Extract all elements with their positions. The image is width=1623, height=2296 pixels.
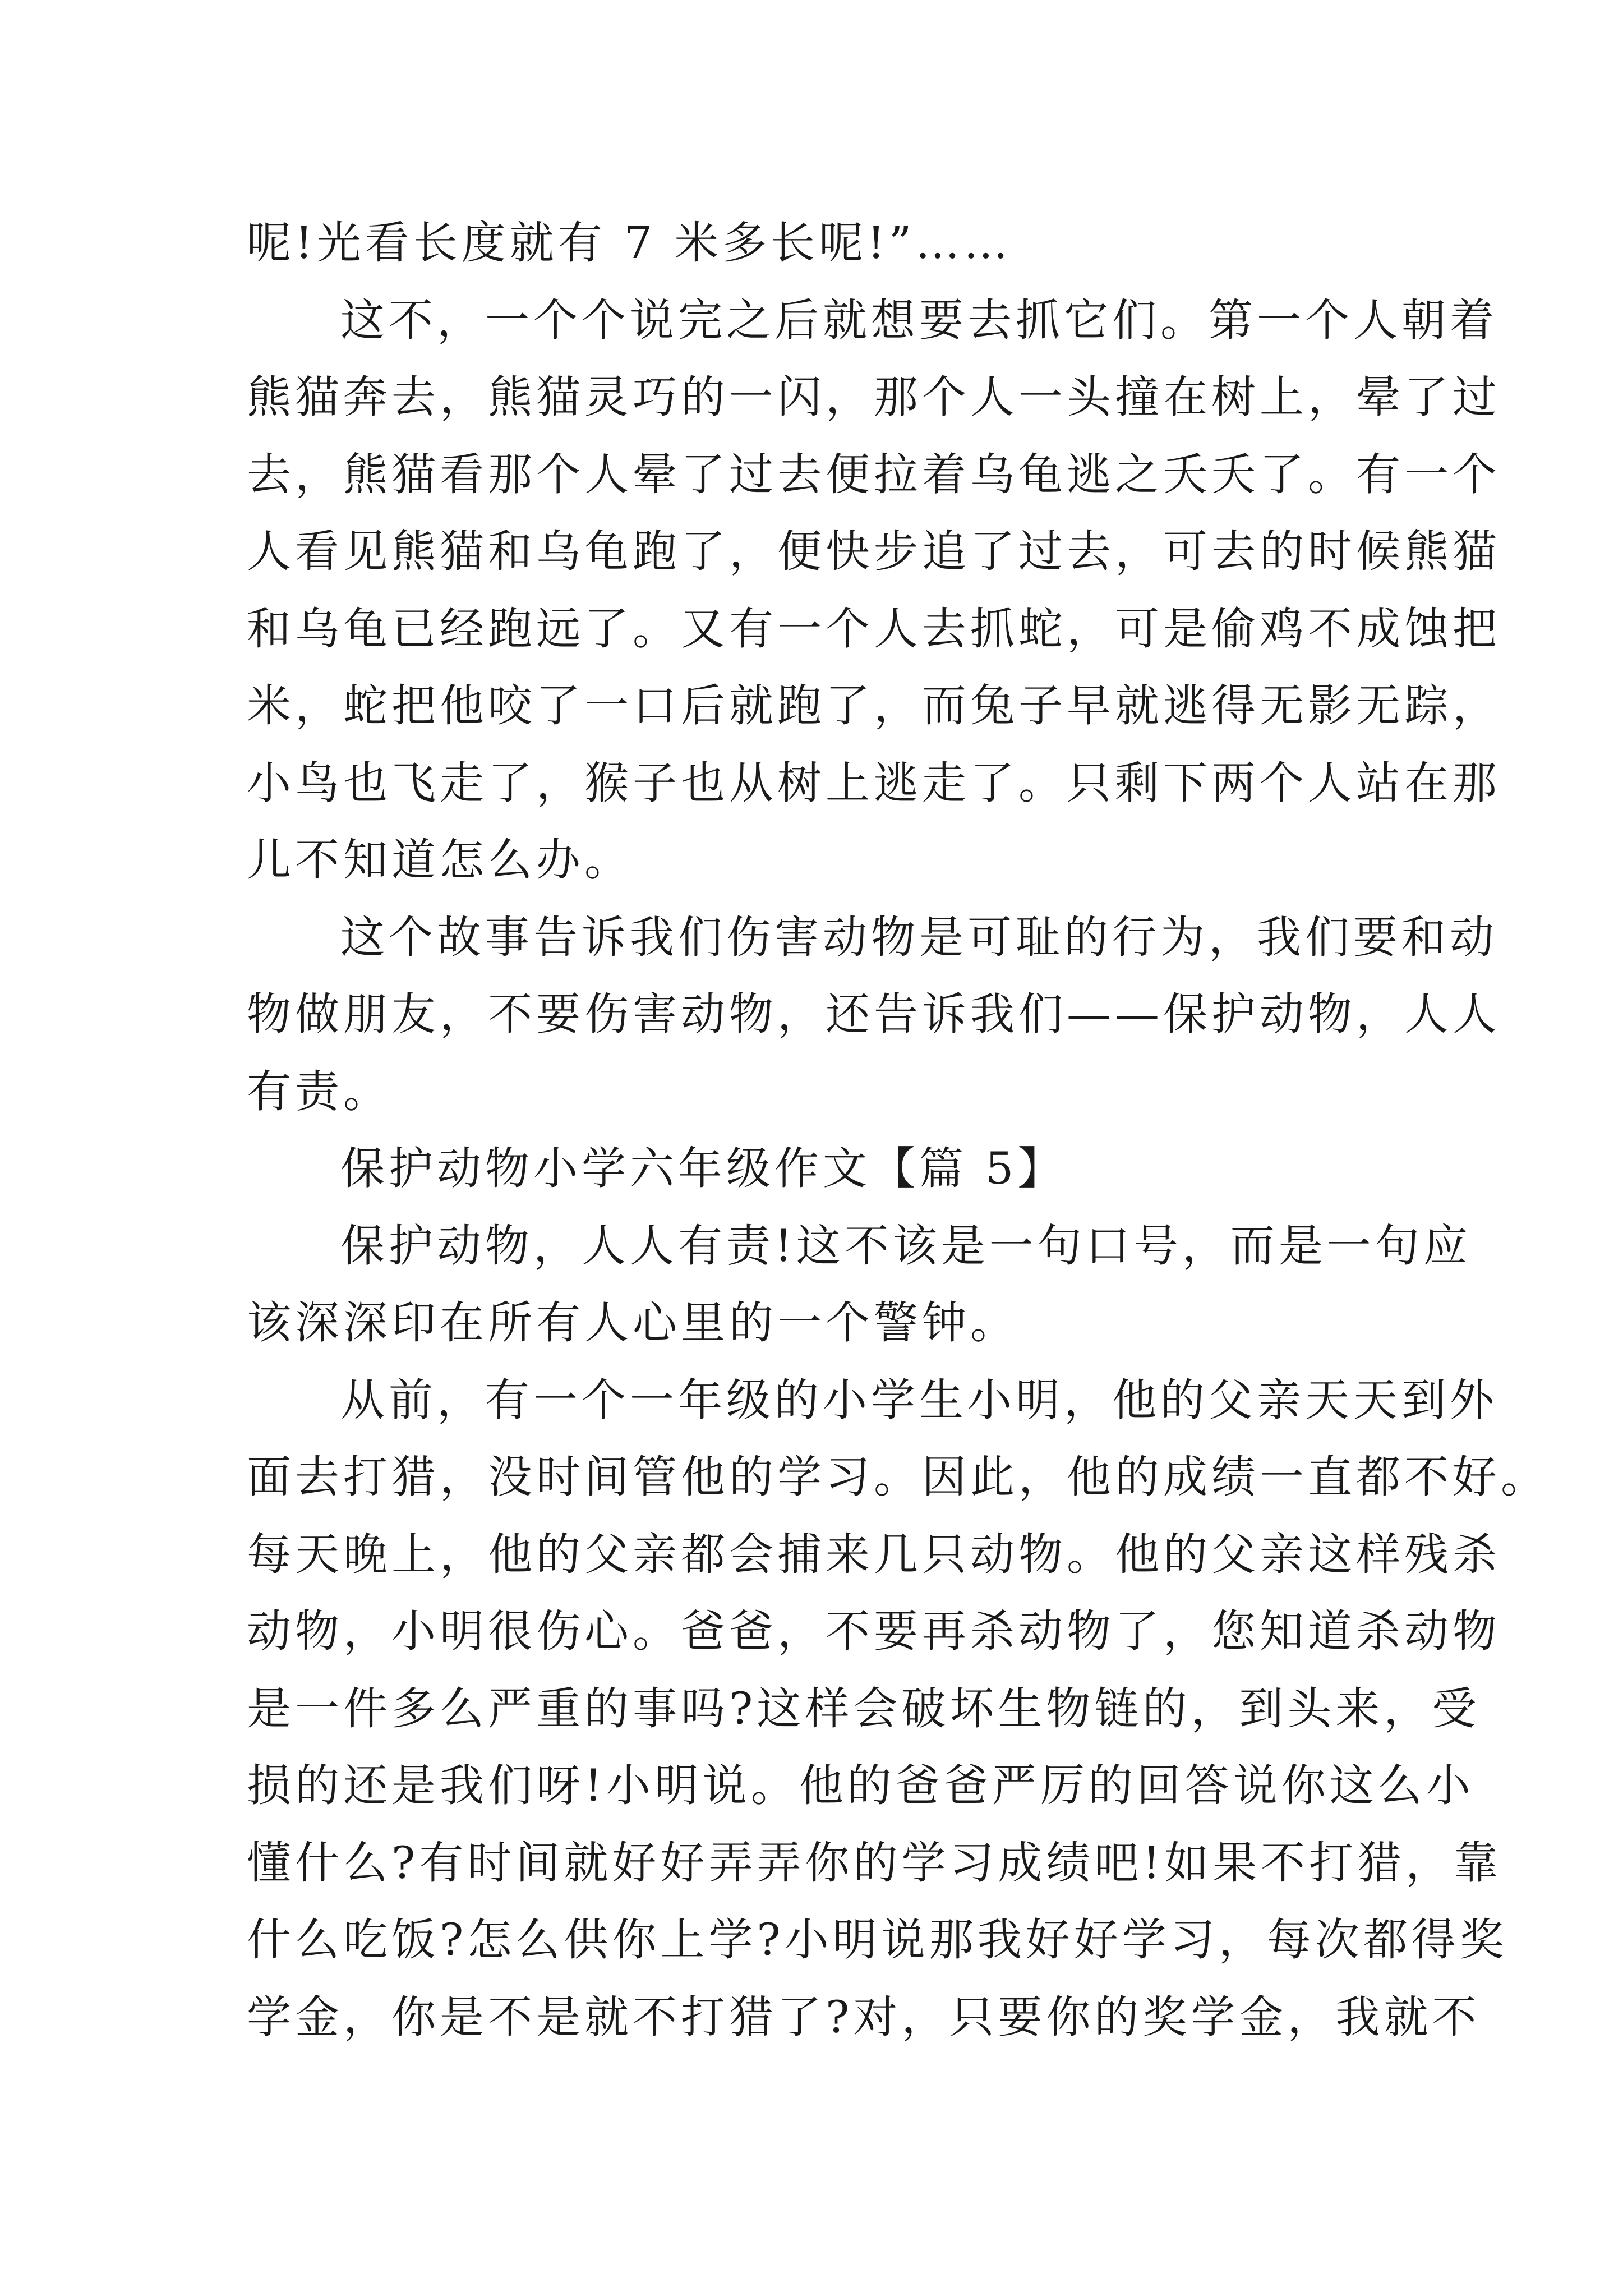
text-line: 是一件多么严重的事吗?这样会破坏生物链的，到头来，受 — [247, 1682, 1481, 1734]
section-heading: 保护动物小学六年级作文【篇 5】 — [340, 1143, 1066, 1194]
text-line: 动物，小明很伤心。爸爸，不要再杀动物了，您知道杀动物 — [247, 1605, 1501, 1657]
text-line: 该深深印在所有人心里的一个警钟。 — [247, 1297, 1018, 1349]
text-line: 有责。 — [247, 1065, 391, 1117]
text-line: 什么吃饭?怎么供你上学?小明说那我好好学习，每次都得奖 — [247, 1914, 1508, 1966]
text-line: 熊猫奔去，熊猫灵巧的一闪，那个人一头撞在树上，晕了过 — [247, 371, 1501, 423]
paragraph-start-line: 保护动物，人人有责!这不该是一句口号，而是一句应 — [340, 1220, 1472, 1272]
text-line: 呢!光看长度就有 7 米多长呢!”…… — [247, 217, 1012, 269]
text-line: 人看见熊猫和乌龟跑了，便快步追了过去，可去的时候熊猫 — [247, 526, 1501, 577]
text-line: 懂什么?有时间就好好弄弄你的学习成绩吧!如果不打猎，靠 — [247, 1837, 1502, 1889]
text-line: 学金，你是不是就不打猎了?对，只要你的奖学金，我就不 — [247, 1991, 1481, 2043]
text-line: 儿不知道怎么办。 — [247, 834, 633, 886]
text-line: 物做朋友，不要伤害动物，还告诉我们——保护动物，人人 — [247, 988, 1501, 1040]
text-line: 每天晚上，他的父亲都会捕来几只动物。他的父亲这样残杀 — [247, 1528, 1501, 1580]
text-line: 损的还是我们呀!小明说。他的爸爸严厉的回答说你这么小 — [247, 1760, 1474, 1811]
paragraph-start-line: 从前，有一个一年级的小学生小明，他的父亲天天到外 — [340, 1374, 1498, 1426]
paragraph-start-line: 这个故事告诉我们伤害动物是可耻的行为，我们要和动 — [340, 911, 1498, 963]
text-line: 面去打猎，没时间管他的学习。因此，他的成绩一直都不好。 — [247, 1451, 1549, 1503]
article-body — [247, 205, 1549, 2056]
text-line: 和乌龟已经跑远了。又有一个人去抓蛇，可是偷鸡不成蚀把 — [247, 602, 1501, 655]
text-line: 去，熊猫看那个人晕了过去便拉着乌龟逃之夭夭了。有一个 — [247, 448, 1501, 500]
paragraph-start-line: 这不，一个个说完之后就想要去抓它们。第一个人朝着 — [340, 294, 1498, 346]
text-line: 米，蛇把他咬了一口后就跑了，而兔子早就逃得无影无踪， — [247, 680, 1501, 731]
text-line: 小鸟也飞走了，猴子也从树上逃走了。只剩下两个人站在那 — [247, 757, 1501, 809]
